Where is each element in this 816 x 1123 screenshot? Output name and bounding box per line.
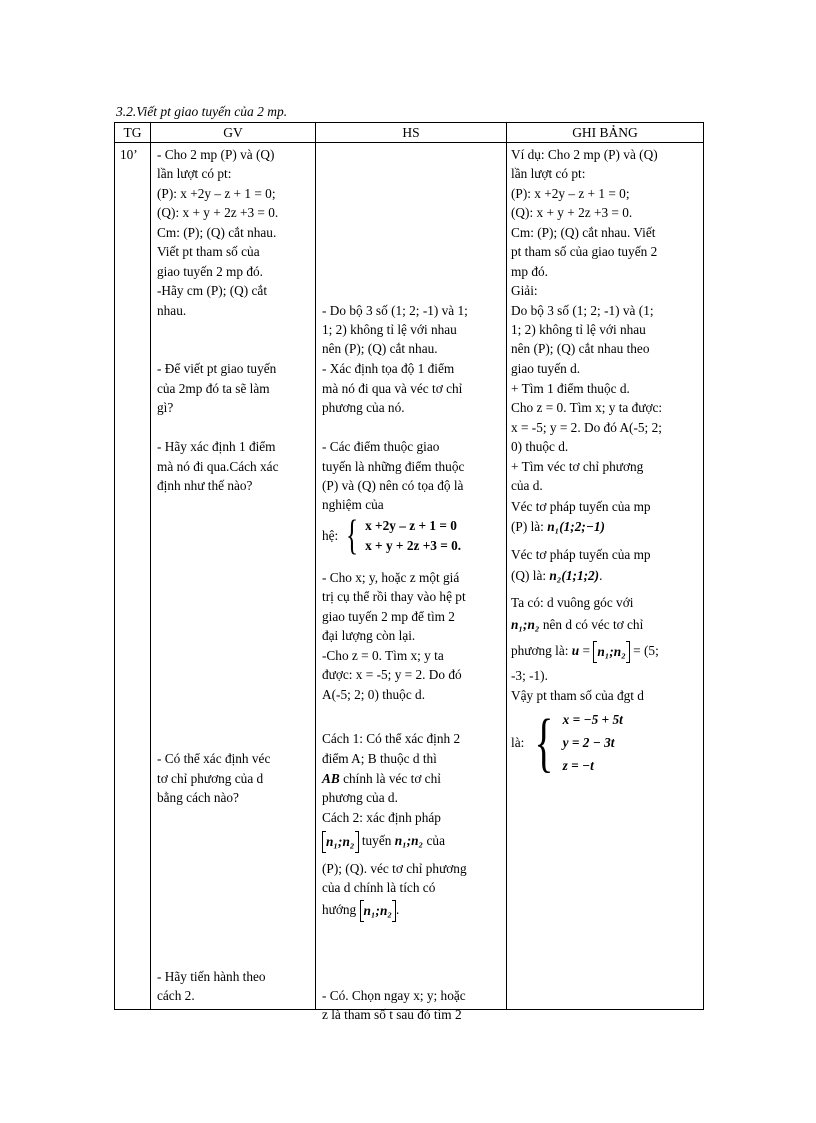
gb-line: giao tuyến d. bbox=[511, 361, 581, 376]
direction-vector-u: u bbox=[571, 643, 580, 658]
gb-line: Vậy pt tham số của đgt d bbox=[511, 688, 644, 703]
section-title: 3.2.Viết pt giao tuyến của 2 mp. bbox=[116, 104, 288, 119]
hs-line bbox=[322, 769, 441, 788]
system-eq-1: x +2y – z + 1 = 0 bbox=[365, 518, 457, 533]
hs-line: điểm A; B thuộc d thì bbox=[322, 751, 437, 766]
gb-line: Véc tơ pháp tuyến của mp bbox=[511, 547, 651, 562]
hs-line: 1; 2) không tỉ lệ với nhau bbox=[322, 322, 457, 337]
gv-line: (Q): x + y + 2z +3 = 0. bbox=[157, 205, 279, 220]
hs-line: (P); (Q). véc tơ chỉ phương bbox=[322, 861, 467, 876]
gv-line: Viết pt tham số của bbox=[157, 244, 260, 259]
gv-line: -Hãy cm (P); (Q) cắt bbox=[157, 283, 268, 298]
hs-line: - Do bộ 3 số (1; 2; -1) và 1; bbox=[322, 303, 468, 318]
gb-line: x = -5; y = 2. Do đó A(-5; 2; bbox=[511, 420, 662, 435]
gb-line: pt tham số của giao tuyến 2 bbox=[511, 244, 658, 259]
gv-line: (P): x +2y – z + 1 = 0; bbox=[157, 186, 276, 201]
gb-line: lần lượt có pt: bbox=[511, 166, 586, 181]
gb-line: + Tìm 1 điểm thuộc d. bbox=[511, 381, 630, 396]
hs-cell bbox=[316, 143, 507, 1022]
gv-line: Cm: (P); (Q) cắt nhau. bbox=[157, 225, 277, 240]
hs-line: (P) và (Q) nên có tọa độ là bbox=[322, 478, 464, 493]
hs-line: Cách 1: Có thể xác định 2 bbox=[322, 731, 461, 746]
gb-line: nên (P); (Q) cắt nhau theo bbox=[511, 341, 650, 356]
gb-line: Do bộ 3 số (1; 2; -1) và (1; bbox=[511, 303, 654, 318]
hs-line: phương của nó. bbox=[322, 400, 405, 415]
hs-text: hướng bbox=[322, 902, 357, 918]
gb-line: + Tìm véc tơ chỉ phương bbox=[511, 459, 644, 474]
system-lines bbox=[365, 516, 461, 556]
gb-line: (Q): x + y + 2z +3 = 0. bbox=[511, 205, 633, 220]
hs-line: A(-5; 2; 0) thuộc d. bbox=[322, 687, 426, 702]
gb-text: . bbox=[599, 568, 603, 583]
hs-line bbox=[322, 831, 445, 853]
param-y: y = 2 − 3t bbox=[562, 735, 615, 750]
gb-line: 0) thuộc d. bbox=[511, 439, 569, 454]
gv-line: bằng cách nào? bbox=[157, 790, 239, 805]
table-header-row bbox=[115, 123, 704, 143]
left-brace-icon: { bbox=[345, 513, 358, 559]
hs-line: tuyến là những điểm thuộc bbox=[322, 459, 465, 474]
gb-text: (P) là: bbox=[511, 519, 548, 534]
left-brace-icon: { bbox=[533, 705, 553, 779]
bracket-n1-n2: n₁;n₂ bbox=[360, 900, 397, 922]
gb-text: = (5; bbox=[629, 643, 659, 658]
gb-line: Ta có: d vuông góc với bbox=[511, 595, 634, 610]
normal-vector-n2: n₂(1;1;2) bbox=[549, 568, 600, 583]
gb-line bbox=[511, 517, 605, 536]
gb-line: mp đó. bbox=[511, 264, 548, 279]
gb-text: (Q) là: bbox=[511, 568, 550, 583]
gv-line: gì? bbox=[157, 400, 174, 415]
hs-line: z là tham số t sau đó tìm 2 bbox=[322, 1007, 462, 1022]
param-z: z = −t bbox=[562, 758, 594, 773]
period: . bbox=[396, 902, 400, 918]
he-label: hệ: bbox=[322, 528, 339, 543]
time-value: 10’ bbox=[120, 147, 138, 162]
hs-text: tuyến bbox=[358, 833, 395, 849]
gv-line: của 2mp đó ta sẽ làm bbox=[157, 381, 270, 396]
gv-line: cách 2. bbox=[157, 988, 195, 1003]
gb-line: Giải: bbox=[511, 283, 538, 298]
hs-line: mà nó đi qua và véc tơ chỉ bbox=[322, 381, 463, 396]
hs-line: - Xác định tọa độ 1 điểm bbox=[322, 361, 455, 376]
gv-line: - Hãy xác định 1 điểm bbox=[157, 439, 276, 454]
gb-text: = bbox=[579, 643, 594, 658]
normal-vector-n1: n₁(1;2;−1) bbox=[547, 519, 605, 534]
hs-line: Cách 2: xác định pháp bbox=[322, 810, 441, 825]
gb-line: 1; 2) không tỉ lệ với nhau bbox=[511, 322, 646, 337]
tg-cell bbox=[115, 143, 151, 1010]
gv-line: giao tuyến 2 mp đó. bbox=[157, 264, 263, 279]
gv-line: - Cho 2 mp (P) và (Q) bbox=[157, 147, 275, 162]
gb-line bbox=[511, 566, 602, 585]
system-eq-2: x + y + 2z +3 = 0. bbox=[365, 538, 462, 553]
hs-line: đại lượng còn lại. bbox=[322, 628, 416, 643]
equation-system bbox=[322, 515, 461, 557]
hs-line: được: x = -5; y = 2. Do đó bbox=[322, 667, 462, 682]
header-ghi-bang: GHI BẢNG bbox=[507, 123, 704, 143]
header-hs: HS bbox=[316, 123, 507, 143]
gv-line: tơ chỉ phương của d bbox=[157, 771, 264, 786]
hs-text: chính là véc tơ chỉ bbox=[339, 771, 441, 786]
gv-line: - Để viết pt giao tuyến bbox=[157, 361, 277, 376]
gv-line: định như thế nào? bbox=[157, 478, 253, 493]
header-gv: GV bbox=[151, 123, 316, 143]
hs-line: - Có. Chọn ngay x; y; hoặc bbox=[322, 988, 466, 1003]
gb-line: (P): x +2y – z + 1 = 0; bbox=[511, 186, 630, 201]
bracket-n1-n2: n₁;n₂ bbox=[593, 641, 630, 663]
hs-line: phương của d. bbox=[322, 790, 398, 805]
hs-line: nên (P); (Q) cắt nhau. bbox=[322, 341, 438, 356]
table-row bbox=[115, 143, 704, 1010]
gv-line: lần lượt có pt: bbox=[157, 166, 232, 181]
parametric-lines bbox=[563, 708, 623, 777]
gb-line: Cho z = 0. Tìm x; y ta được: bbox=[511, 400, 663, 415]
hs-line: -Cho z = 0. Tìm x; y ta bbox=[322, 648, 444, 663]
vector-ab: AB bbox=[322, 771, 340, 786]
gv-cell bbox=[151, 143, 316, 1010]
param-x: x = −5 + 5t bbox=[562, 712, 623, 727]
gb-text: phương là: bbox=[511, 643, 572, 658]
gb-line bbox=[511, 615, 643, 634]
bracket-n1-n2: n₁;n₂ bbox=[322, 831, 359, 853]
gv-line: - Hãy tiến hành theo bbox=[157, 969, 266, 984]
hs-line bbox=[322, 900, 399, 922]
header-tg: TG bbox=[115, 123, 151, 143]
gb-line: Cm: (P); (Q) cắt nhau. Viết bbox=[511, 225, 656, 240]
lesson-table bbox=[114, 122, 704, 1022]
gb-text: nên d có véc tơ chỉ bbox=[539, 617, 644, 632]
parametric-system bbox=[511, 705, 623, 779]
gb-line: Véc tơ pháp tuyến của mp bbox=[511, 499, 651, 514]
gb-line: của d. bbox=[511, 478, 543, 493]
gb-line: -3; -1). bbox=[511, 668, 548, 683]
hs-line: - Các điểm thuộc giao bbox=[322, 439, 440, 454]
hs-line: của d chính là tích có bbox=[322, 880, 436, 895]
gb-text: là: bbox=[511, 735, 525, 750]
gv-line: mà nó đi qua.Cách xác bbox=[157, 459, 279, 474]
gv-line: nhau. bbox=[157, 303, 187, 318]
ghi-bang-cell bbox=[507, 143, 704, 1010]
hs-text: của bbox=[423, 833, 445, 849]
hs-line: trị cụ thể rồi thay vào hệ pt bbox=[322, 589, 466, 604]
gb-line bbox=[511, 639, 659, 663]
vector-n1-n2: n₁;n₂ bbox=[394, 833, 424, 849]
hs-line: - Cho x; y, hoặc z một giá bbox=[322, 570, 460, 585]
hs-line: giao tuyến 2 mp để tìm 2 bbox=[322, 609, 455, 624]
gv-line: - Có thể xác định véc bbox=[157, 751, 271, 766]
hs-line: nghiệm của bbox=[322, 497, 384, 512]
vectors-n1-n2: n₁;n₂ bbox=[511, 617, 540, 632]
gb-line: Ví dụ: Cho 2 mp (P) và (Q) bbox=[511, 147, 658, 162]
